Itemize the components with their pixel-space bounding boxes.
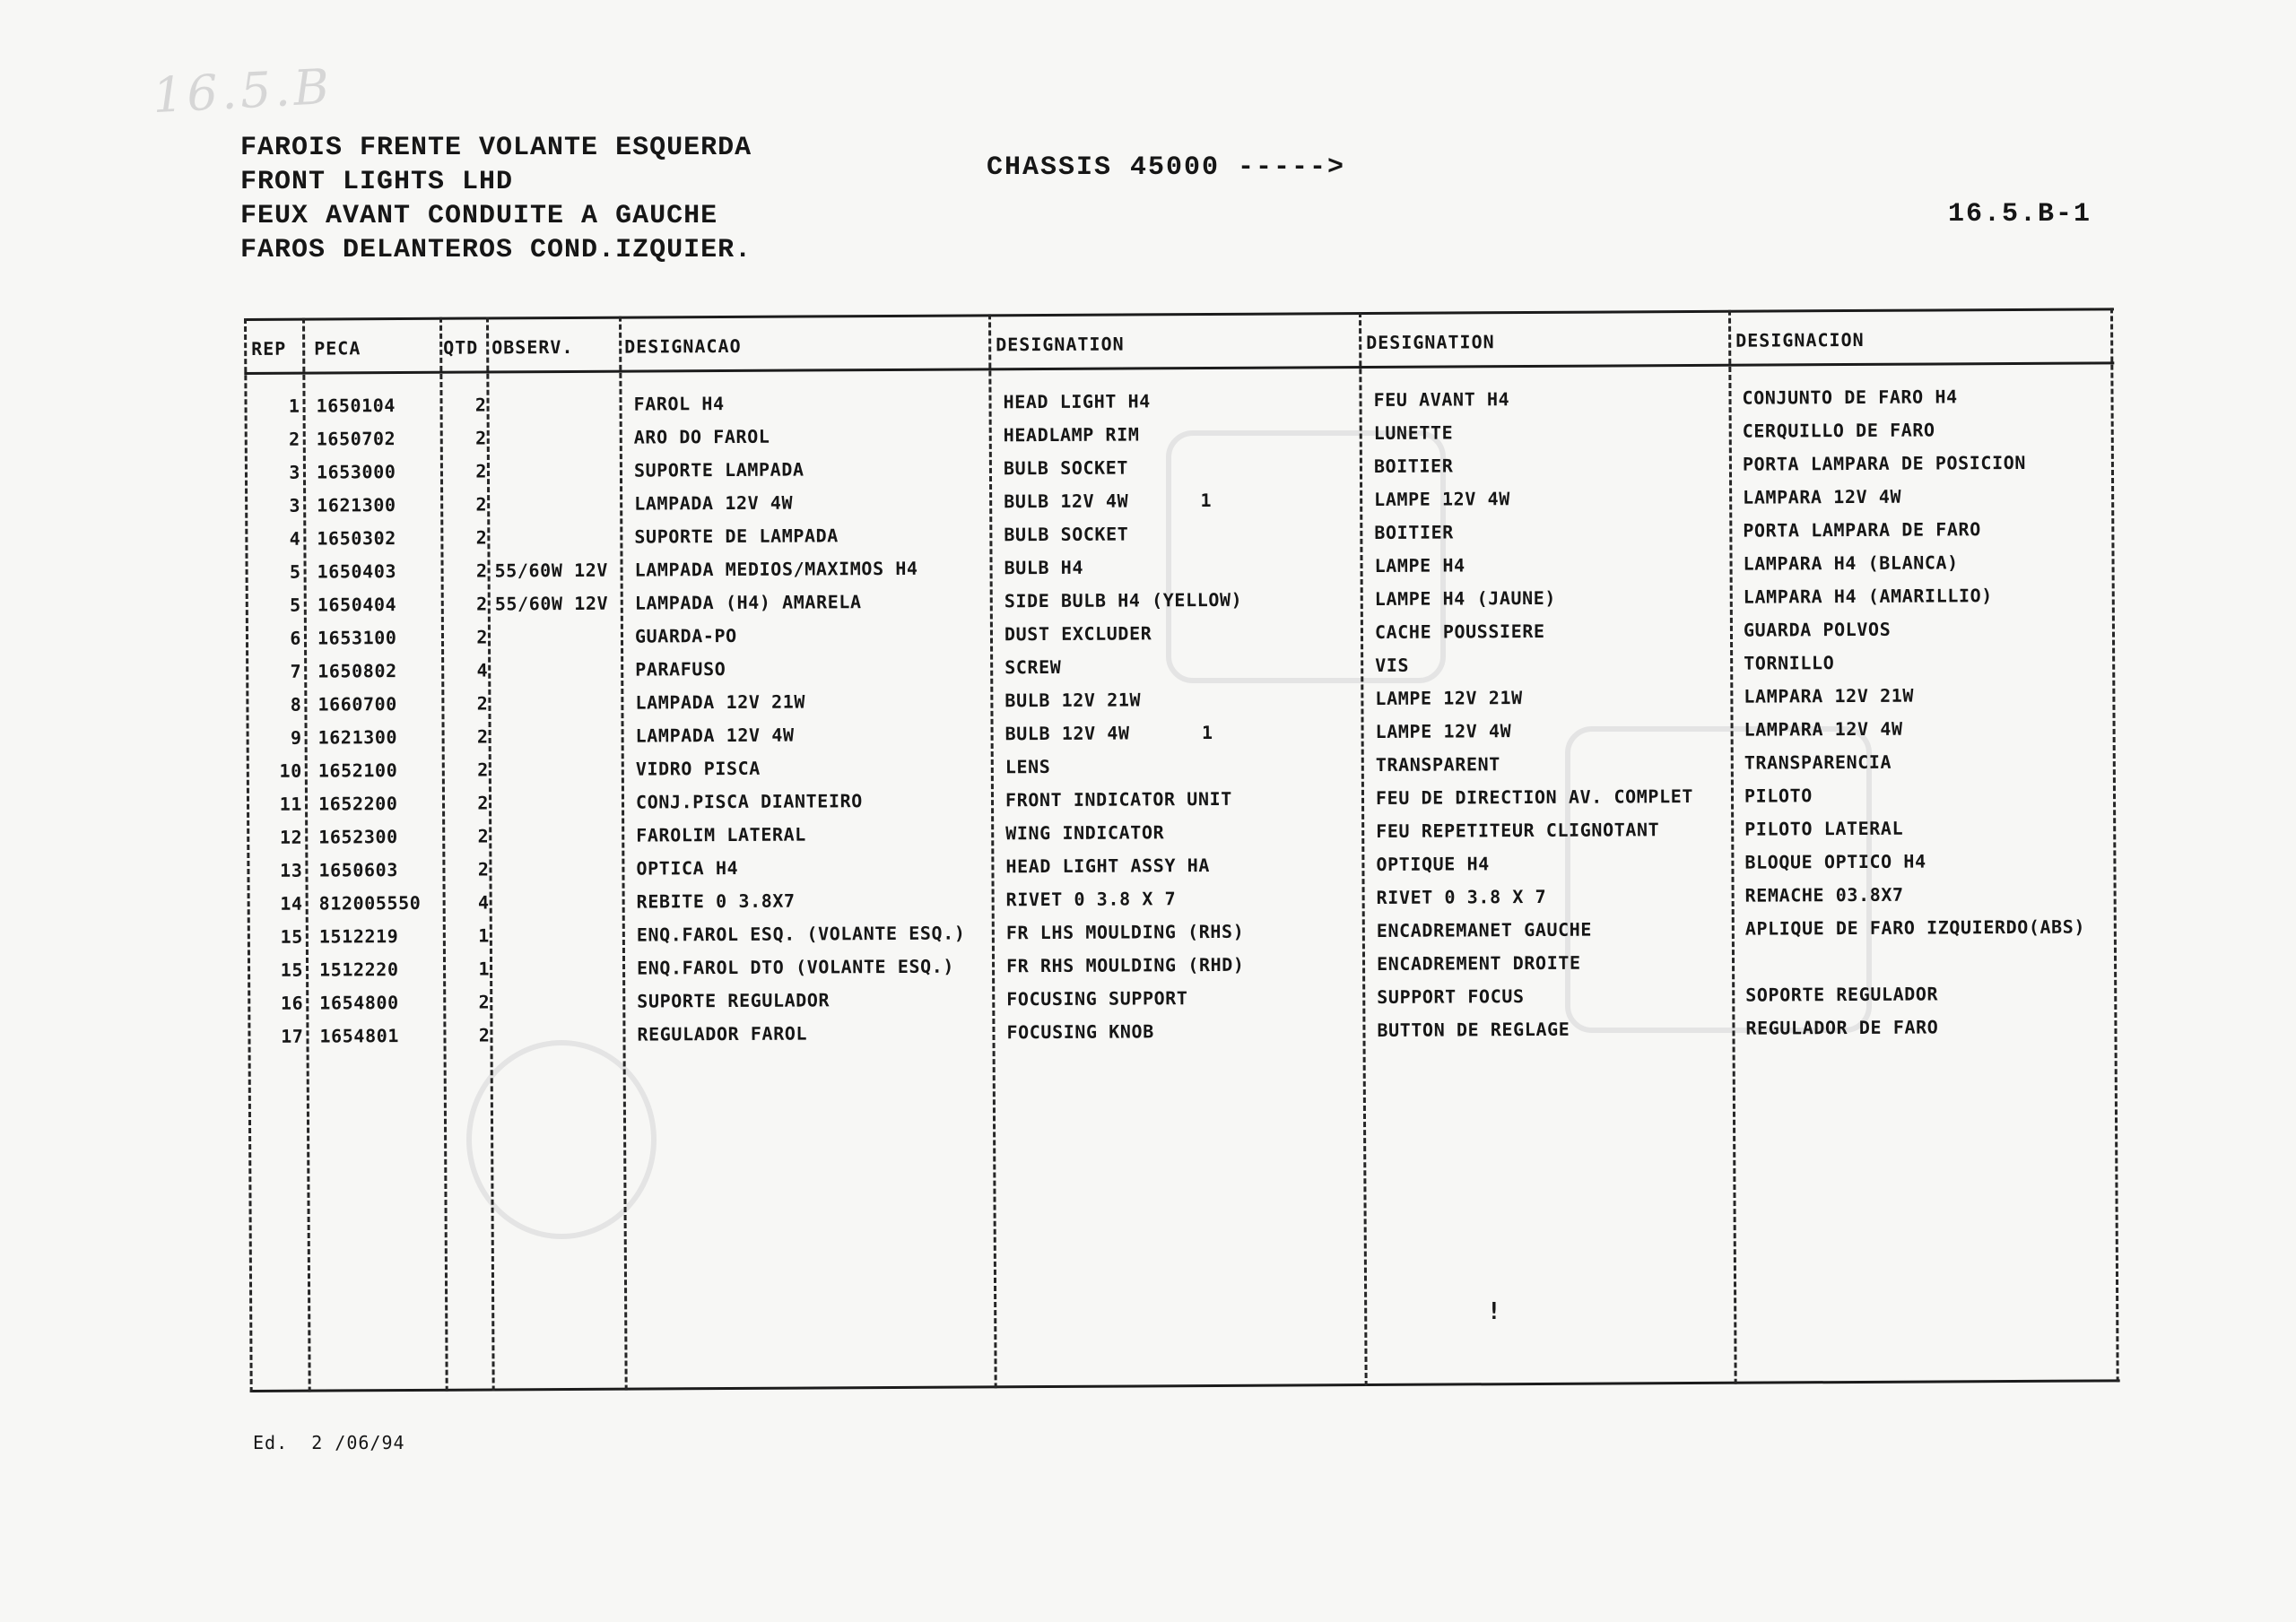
cell-designacao: SUPORTE REGULADOR (637, 989, 831, 1012)
cell-designacao: LAMPADA (H4) AMARELA (634, 591, 862, 614)
cell-designacion-es: TORNILLO (1744, 652, 1835, 674)
cell-designation-fr: BOITIER (1374, 521, 1454, 543)
cell-observ (493, 388, 601, 421)
cell-designation-en: FR LHS MOULDING (RHS) (1005, 920, 1245, 944)
cell-observ (495, 620, 603, 654)
cell-peca: 1621300 (317, 494, 396, 516)
cell-designacion-es: REGULADOR DE FARO (1745, 1016, 1939, 1039)
header-peca: PECA (314, 337, 361, 360)
cell-observ (495, 687, 603, 720)
cell-designacion-es: PORTA LAMPARA DE POSICION (1742, 451, 2027, 475)
cell-observ (497, 952, 604, 985)
cell-designacion-es: LAMPARA H4 (BLANCA) (1743, 551, 1959, 575)
cell-designation-fr: LAMPE 12V 21W (1375, 687, 1523, 709)
cell-designacao: ARO DO FAROL (633, 425, 770, 448)
cell-designation-fr: LUNETTE (1373, 421, 1454, 444)
cell-designacao: FAROLIM LATERAL (636, 823, 806, 846)
cell-peca: 1650802 (317, 660, 397, 682)
cell-designacion-es: CONJUNTO DE FARO H4 (1742, 386, 1958, 409)
cell-designacao: LAMPADA 12V 4W (635, 724, 795, 747)
cell-qtd: 2 (475, 460, 488, 482)
header-designation-en: DESIGNATION (996, 333, 1125, 356)
cell-designation-en: BULB 12V 4W (1004, 722, 1130, 745)
cell-designation-fr: OPTIQUE H4 (1376, 853, 1490, 875)
cell-peca: 1650404 (317, 594, 397, 616)
cell-peca: 1650603 (318, 859, 399, 881)
cell-designation-fr: TRANSPARENT (1375, 753, 1500, 776)
cell-designation-en: BULB H4 (1004, 556, 1084, 579)
cell-designacion-es: PILOTO LATERAL (1744, 817, 1904, 840)
cell-observ: 55/60W 12V (494, 559, 609, 582)
cell-qtd: 4 (476, 659, 489, 681)
cell-qtd: 2 (476, 593, 488, 615)
cell-designacao: FAROL H4 (633, 393, 725, 415)
cell-designation-en: FRONT INDICATOR UNIT (1004, 787, 1232, 811)
cell-designation-fr: ENCADREMANET GAUCHE (1376, 918, 1593, 941)
cell-peca: 1654800 (319, 992, 399, 1014)
cell-designation-en: SCREW (1004, 655, 1062, 679)
cell-designation-en: BULB SOCKET (1003, 456, 1129, 480)
handwritten-page-note: 16.5.B (151, 57, 335, 125)
cell-observ (496, 786, 604, 820)
cell-rep: 7 (290, 660, 302, 682)
cell-designacao: PARAFUSO (635, 658, 726, 681)
cell-designacao: SUPORTE LAMPADA (633, 458, 804, 481)
header-bottom-border (244, 361, 2114, 375)
cell-designation-en: BULB 12V 4W (1004, 490, 1129, 513)
cell-qtd: 2 (475, 526, 488, 549)
cell-rep: 15 (280, 958, 304, 981)
cell-qtd: 2 (477, 825, 490, 847)
cell-designation-fr: RIVET 0 3.8 X 7 (1376, 885, 1547, 908)
cell-qtd: 2 (476, 725, 489, 748)
cell-designation-fr: VIS (1375, 654, 1410, 676)
cell-designation-en: WING INDICATOR (1005, 821, 1165, 845)
cell-observ (496, 720, 604, 753)
cell-designacao: GUARDA-PO (634, 624, 737, 647)
cell-qtd: 4 (477, 891, 490, 914)
cell-qtd: 2 (477, 858, 490, 880)
cell-designacao: LAMPADA 12V 21W (635, 690, 806, 714)
cell-qtd: 2 (476, 626, 489, 648)
title-portuguese: FAROIS FRENTE VOLANTE ESQUERDA (240, 133, 752, 163)
cell-qtd: 2 (475, 559, 488, 582)
cell-extra-qty (952, 650, 1213, 684)
cell-qtd: 1 (478, 924, 490, 947)
cell-designacion-es: BLOQUE OPTICO H4 (1744, 850, 1926, 873)
title-block (240, 131, 752, 267)
cell-observ (494, 455, 602, 488)
title-spanish: FAROS DELANTEROS COND.IZQUIER. (240, 235, 752, 265)
cell-qtd: 2 (477, 792, 490, 814)
title-english: FRONT LIGHTS LHD (240, 167, 514, 197)
title-french: FEUX AVANT CONDUITE A GAUCHE (240, 201, 718, 231)
cell-rep: 4 (289, 527, 301, 550)
cell-rep: 5 (290, 594, 301, 616)
cell-peca: 1621300 (317, 726, 398, 749)
cell-extra-qty: 1 (1201, 721, 1213, 744)
cell-rep: 6 (290, 627, 302, 649)
cell-peca: 1652200 (317, 793, 398, 815)
cell-qtd: 2 (475, 493, 488, 516)
cell-designacion-es: LAMPARA 12V 4W (1744, 717, 1903, 741)
cell-rep: 2 (289, 428, 300, 450)
table-bottom-border (250, 1379, 2120, 1392)
cell-peca: 1660700 (317, 693, 397, 716)
cell-designacion-es: REMACHE 03.8X7 (1744, 883, 1904, 906)
cell-observ (494, 521, 602, 554)
cell-observ (496, 753, 604, 786)
cell-designation-fr: FEU REPETITEUR CLIGNOTANT (1376, 819, 1660, 842)
cell-peca: 1512219 (318, 925, 399, 948)
cell-rep: 15 (280, 925, 303, 948)
cell-peca: 812005550 (318, 891, 422, 915)
cell-observ (497, 919, 604, 952)
cell-observ (494, 421, 602, 455)
cell-rep: 16 (280, 992, 304, 1014)
cell-rep: 3 (289, 461, 301, 483)
cell-designacion-es: LAMPARA 12V 4W (1743, 485, 1902, 508)
cell-designation-en: DUST EXCLUDER (1004, 622, 1152, 646)
cell-peca: 1653000 (316, 461, 396, 483)
cell-qtd: 2 (478, 1024, 491, 1046)
cell-qtd: 2 (475, 427, 487, 449)
cell-designacao: ENQ.FAROL DTO (VOLANTE ESQ.) (636, 955, 955, 979)
cell-observ (497, 985, 604, 1019)
cell-designation-fr: BUTTON DE REGLAGE (1377, 1018, 1570, 1041)
cell-qtd: 2 (478, 991, 491, 1013)
cell-peca: 1654801 (319, 1025, 400, 1047)
cell-rep: 5 (289, 560, 301, 583)
cell-designacao: ENQ.FAROL ESQ. (VOLANTE ESQ.) (636, 922, 966, 946)
cell-designacao: VIDRO PISCA (635, 757, 761, 780)
cell-designacao: SUPORTE DE LAMPADA (634, 525, 839, 548)
cell-qtd: 1 (478, 958, 491, 980)
cell-rep: 17 (281, 1025, 304, 1047)
cell-designation-fr: ENCADREMENT DROITE (1376, 951, 1581, 975)
cell-designacion-es: PORTA LAMPARA DE FARO (1743, 518, 1981, 542)
cell-designacao: LAMPADA 12V 4W (634, 491, 794, 515)
cell-designacao: OPTICA H4 (636, 856, 739, 880)
cell-designation-en: HEADLAMP RIM (1003, 423, 1140, 447)
cell-designation-en: FR RHS MOULDING (RHD) (1005, 953, 1245, 977)
cell-qtd: 2 (477, 759, 489, 781)
cell-peca: 1652300 (318, 826, 398, 848)
cell-rep: 13 (280, 859, 303, 881)
cell-designation-fr: CACHE POUSSIERE (1374, 620, 1545, 643)
cell-designation-en: BULB SOCKET (1004, 523, 1129, 546)
cell-peca: 1512220 (318, 958, 399, 981)
cell-designacion-es: PILOTO (1744, 785, 1813, 807)
header-rep: REP (251, 337, 287, 360)
cell-designation-fr: LAMPE 12V 4W (1374, 488, 1510, 510)
cell-rep: 14 (280, 892, 303, 915)
cell-observ (494, 488, 602, 521)
cell-designacion-es: APLIQUE DE FARO IZQUIERDO(ABS) (1744, 915, 2086, 940)
cell-peca: 1653100 (317, 627, 397, 649)
cell-designation-fr: LAMPE H4 (JAUNE) (1374, 586, 1557, 610)
cell-peca: 1650302 (317, 527, 396, 550)
cell-observ: 55/60W 12V (494, 592, 609, 615)
cell-designacion-es: SOPORTE REGULADOR (1745, 983, 1939, 1006)
cell-observ (496, 853, 604, 886)
cell-rep: 11 (279, 793, 303, 815)
header-qtd: QTD (443, 336, 479, 359)
cell-designation-en: SIDE BULB H4 (YELLOW) (1004, 588, 1243, 612)
edition-date: Ed. 2 /06/94 (253, 1432, 405, 1453)
cell-observ (497, 1019, 604, 1052)
cell-designation-en: FOCUSING KNOB (1006, 1020, 1154, 1044)
cell-designation-en: BULB 12V 21W (1004, 689, 1142, 712)
cell-designation-fr: BOITIER (1373, 455, 1454, 477)
cell-rep: 10 (279, 759, 302, 782)
cell-designacao: CONJ.PISCA DIANTEIRO (635, 790, 863, 813)
cell-designation-fr: LAMPE H4 (1374, 554, 1465, 577)
cell-extra-qty: 1 (1200, 489, 1213, 512)
cell-designacao: REBITE 0 3.8X7 (636, 889, 796, 913)
cell-rep: 3 (289, 494, 301, 516)
cell-peca: 1650104 (316, 395, 396, 417)
cell-designation-en: RIVET 0 3.8 X 7 (1005, 888, 1177, 911)
cell-designacion-es: LAMPARA H4 (AMARILLIO) (1743, 585, 1993, 608)
table-top-border (244, 308, 2114, 321)
cell-observ (497, 886, 604, 919)
page-reference: 16.5.B-1 (1948, 199, 2092, 230)
cell-designacion-es: GUARDA POLVOS (1743, 618, 1892, 641)
header-designation-fr: DESIGNATION (1366, 331, 1495, 354)
cell-designation-fr: FEU DE DIRECTION AV. COMPLET (1375, 785, 1694, 809)
cell-designacion-es: LAMPARA 12V 21W (1744, 684, 1915, 707)
cell-designation-en: FOCUSING SUPPORT (1006, 987, 1188, 1010)
cell-designation-en: HEAD LIGHT H4 (1003, 390, 1151, 413)
header-observ: OBSERV. (491, 335, 574, 359)
cell-designacao: REGULADOR FAROL (637, 1022, 808, 1045)
cell-designation-en: LENS (1004, 755, 1051, 778)
parts-table (244, 308, 2120, 1392)
cell-extra-qty (953, 750, 1213, 784)
cell-peca: 1650403 (317, 560, 397, 583)
cell-rep: 12 (279, 826, 303, 848)
cell-designacion-es: CERQUILLO DE FARO (1742, 419, 1935, 442)
cell-rep: 1 (288, 395, 300, 417)
cell-designation-fr: SUPPORT FOCUS (1377, 985, 1525, 1008)
cell-peca: 1650702 (316, 428, 396, 450)
cell-observ (495, 654, 603, 687)
chassis-range: CHASSIS 45000 -----> (987, 152, 1346, 183)
cell-qtd: 2 (476, 692, 489, 715)
stray-ink-mark: ! (1487, 1298, 1501, 1325)
cell-rep: 8 (290, 693, 302, 716)
cell-rep: 9 (290, 726, 302, 749)
cell-designacao: LAMPADA MEDIOS/MAXIMOS H4 (634, 557, 918, 581)
cell-observ (496, 820, 604, 853)
cell-peca: 1652100 (317, 759, 398, 782)
header-designacao: DESIGNACAO (624, 334, 742, 358)
cell-designacion-es: TRANSPARENCIA (1744, 750, 1892, 774)
cell-designation-fr: FEU AVANT H4 (1373, 388, 1510, 411)
header-designacion-es: DESIGNACION (1735, 328, 1865, 351)
cell-qtd: 2 (474, 394, 487, 416)
cell-designation-en: HEAD LIGHT ASSY HA (1005, 854, 1211, 878)
cell-designation-fr: LAMPE 12V 4W (1375, 720, 1512, 742)
